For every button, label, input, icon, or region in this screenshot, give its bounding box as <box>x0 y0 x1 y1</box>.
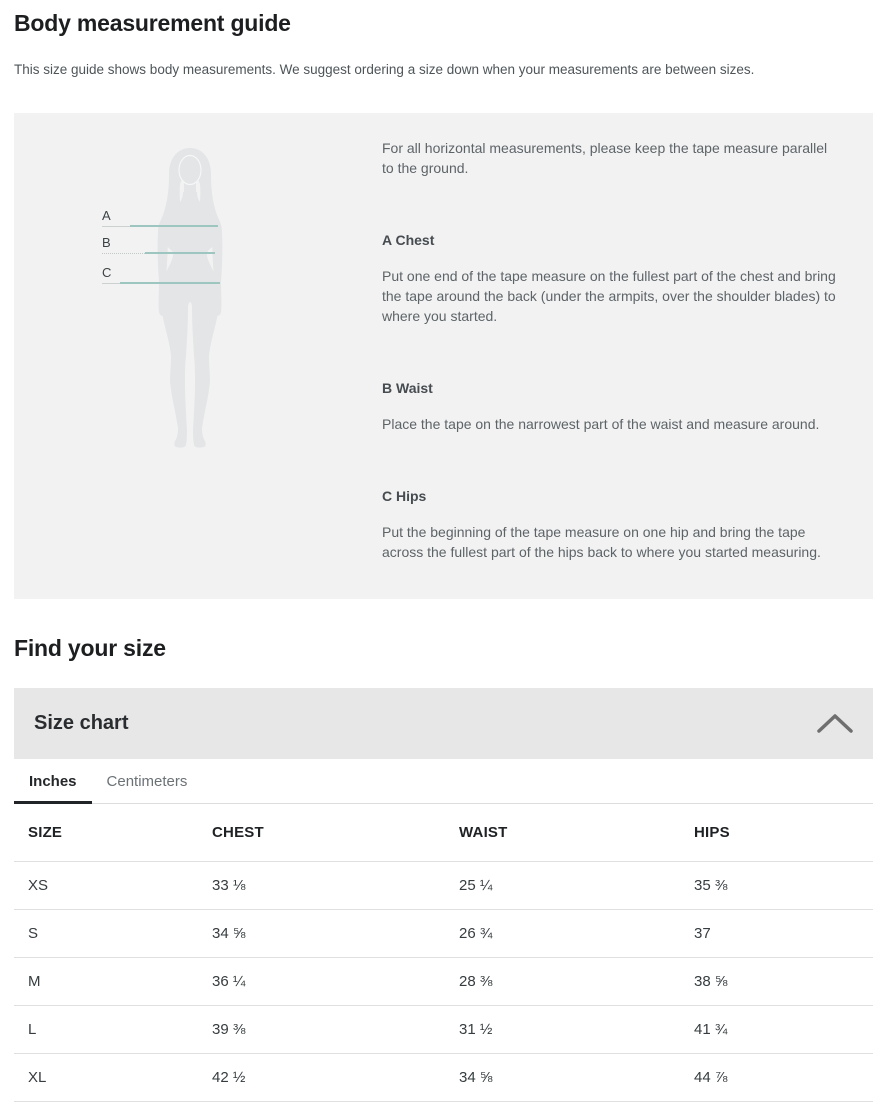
table-row-s <box>14 909 873 957</box>
measure-line-b <box>145 252 215 254</box>
cell-waist: 34 ⅝ <box>459 1053 694 1101</box>
tab-inches[interactable]: Inches <box>14 759 92 803</box>
cell-waist: 31 ½ <box>459 1005 694 1053</box>
page-subtitle: This size guide shows body measurements. We suggest ordering a size down when your measurements are between sizes. <box>14 62 755 77</box>
cell-size: XL <box>14 1053 212 1101</box>
size-table <box>14 804 873 1102</box>
guide-heading-waist: B Waist <box>382 380 433 396</box>
chevron-up-icon <box>817 713 853 734</box>
guide-body-waist: Place the tape on the narrowest part of the waist and measure around. <box>382 416 820 432</box>
guide-heading-hips: C Hips <box>382 488 427 504</box>
guide-text-column <box>382 113 873 599</box>
guide-body-chest: Put one end of the tape measure on the fullest part of the chest and bring the tape around the back (under the armpits, over the shoulder blades) to where you started. <box>382 268 836 324</box>
cell-hips: 37 <box>694 909 873 957</box>
measure-label-a: A <box>102 208 111 223</box>
cell-waist: 25 ¼ <box>459 861 694 909</box>
cell-size: S <box>14 909 212 957</box>
size-table-header-row <box>14 804 873 861</box>
guide-intro: For all horizontal measurements, please keep the tape measure parallel to the ground. <box>382 140 828 176</box>
size-chart-title: Size chart <box>34 712 129 734</box>
cell-hips: 35 ⅜ <box>694 861 873 909</box>
measure-line-a-leader <box>102 226 130 227</box>
measurement-guide-panel <box>14 113 873 599</box>
table-row-xs <box>14 861 873 909</box>
guide-heading-chest: A Chest <box>382 232 435 248</box>
column-header-hips: HIPS <box>694 804 873 861</box>
female-body-silhouette-image <box>130 146 250 452</box>
cell-waist: 28 ⅜ <box>459 957 694 1005</box>
cell-chest: 34 ⅝ <box>212 909 459 957</box>
cell-hips: 44 ⅞ <box>694 1053 873 1101</box>
cell-chest: 39 ⅜ <box>212 1005 459 1053</box>
column-header-waist: WAIST <box>459 804 694 861</box>
cell-waist: 26 ¾ <box>459 909 694 957</box>
neck-shape <box>184 180 196 194</box>
cell-chest: 33 ⅛ <box>212 861 459 909</box>
column-header-chest: CHEST <box>212 804 459 861</box>
cell-size: XS <box>14 861 212 909</box>
measure-line-a <box>130 225 218 227</box>
cell-size: M <box>14 957 212 1005</box>
find-your-size-title: Find your size <box>14 635 166 661</box>
table-row-m <box>14 957 873 1005</box>
measure-line-c <box>120 282 220 284</box>
cell-hips: 38 ⅝ <box>694 957 873 1005</box>
cell-hips: 41 ¾ <box>694 1005 873 1053</box>
unit-tabs <box>14 759 873 804</box>
table-row-xl <box>14 1053 873 1101</box>
table-row-l <box>14 1005 873 1053</box>
cell-chest: 36 ¼ <box>212 957 459 1005</box>
measure-label-b: B <box>102 235 111 250</box>
measure-line-b-leader <box>102 253 145 254</box>
figure-area <box>14 113 382 599</box>
cell-chest: 42 ½ <box>212 1053 459 1101</box>
guide-body-hips: Put the beginning of the tape measure on one hip and bring the tape across the fullest part of the hips back to where you started measuring. <box>382 524 821 560</box>
torso-legs-shape <box>160 192 220 448</box>
cell-size: L <box>14 1005 212 1053</box>
measure-line-c-leader <box>102 283 120 284</box>
measure-label-c: C <box>102 265 112 280</box>
column-header-size: SIZE <box>14 804 212 861</box>
page-title: Body measurement guide <box>14 10 291 36</box>
size-chart-accordion-toggle[interactable] <box>14 688 873 759</box>
tab-centimeters[interactable]: Centimeters <box>106 772 188 790</box>
